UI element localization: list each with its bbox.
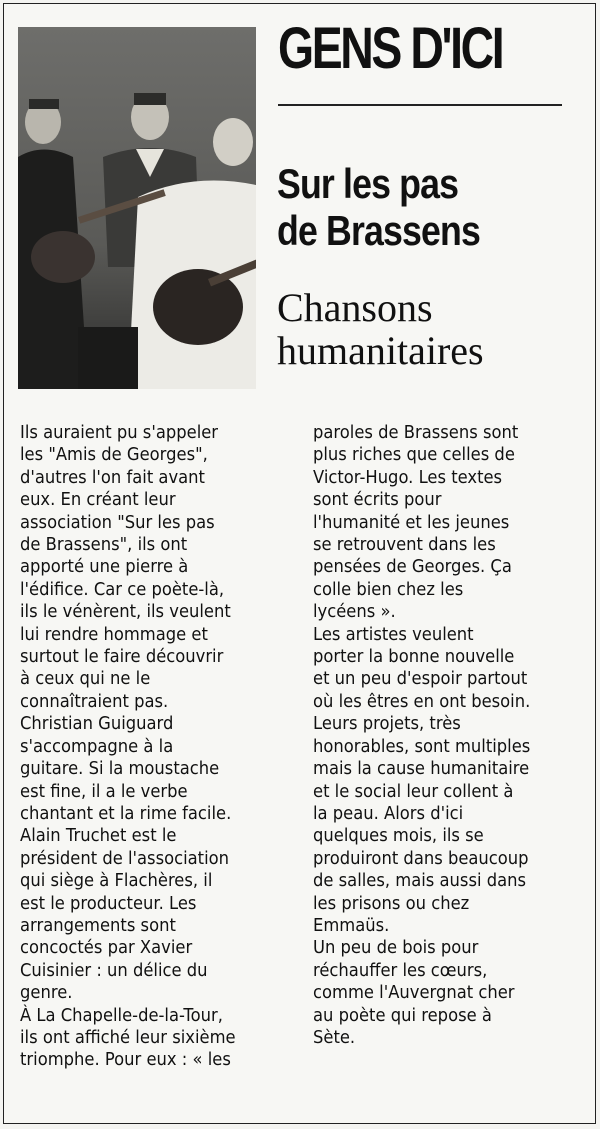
subhead-line-1: Chansons (277, 285, 433, 330)
body-line: Christian Guiguard (20, 714, 174, 735)
body-line: porter la bonne nouvelle (313, 647, 515, 668)
body-line: de salles, mais aussi dans (313, 871, 527, 892)
body-line: eux. En créant leur (20, 490, 176, 511)
section-rubric (278, 16, 518, 110)
body-line: À La Chapelle-de-la-Tour, (20, 1005, 223, 1026)
body-line: Cuisinier : un délice du (20, 960, 208, 981)
body-line: est fine, il a le verbe (20, 781, 188, 802)
section-word-2: D'ICI (410, 16, 503, 81)
body-line: de Brassens", ils ont (20, 535, 188, 556)
body-line: produiront dans beaucoup (313, 848, 529, 869)
body-line: Alain Truchet est le (20, 826, 177, 847)
body-line: genre. (20, 983, 73, 1004)
body-line: apporté une pierre à (20, 557, 189, 578)
body-line: mais la cause humanitaire (313, 759, 530, 780)
body-line: Un peu de bois pour (313, 938, 479, 959)
rubric-divider (278, 104, 562, 106)
body-line: paroles de Brassens sont (313, 423, 519, 443)
body-line: Emmaüs. (313, 915, 390, 936)
body-line: les "Amis de Georges", (20, 445, 208, 466)
subhead-line-2: humanitaires (277, 327, 484, 373)
body-column-right (313, 422, 530, 1049)
body-line: ils le vénèrent, ils veulent (20, 602, 231, 623)
body-line: est le producteur. Les (20, 893, 197, 914)
body-line: l'édifice. Car ce poète-là, (20, 579, 225, 600)
body-line: arrangements sont (20, 915, 176, 936)
body-line: où les êtres en ont besoin. (313, 691, 531, 712)
band-photo-image (18, 27, 256, 389)
body-line: Ils auraient pu s'appeler (20, 423, 219, 443)
body-line: à ceux qui ne le (20, 669, 151, 690)
body-line: Leurs projets, très (313, 714, 461, 735)
body-line: concoctés par Xavier (20, 938, 193, 959)
body-line: colle bien chez les (313, 579, 464, 600)
body-line: comme l'Auvergnat cher (313, 983, 515, 1004)
body-line: association "Sur les pas (20, 512, 215, 533)
body-line: et un peu d'espoir partout (313, 669, 528, 690)
article-headline (277, 160, 480, 254)
body-line: surtout le faire découvrir (20, 647, 224, 668)
body-line: président de l'association (20, 848, 230, 869)
body-line: chantant et la rime facile. (20, 803, 232, 824)
body-column-left (20, 422, 236, 1072)
body-line: Les artistes veulent (313, 624, 474, 645)
band-photo (18, 27, 256, 389)
headline-line-2: de Brassens (277, 207, 480, 255)
body-line: et le social leur collent à (313, 781, 514, 802)
body-line: d'autres l'on fait avant (20, 467, 205, 488)
body-line: l'humanité et les jeunes (313, 512, 510, 533)
body-line: réchauffer les cœurs, (313, 960, 488, 981)
body-line: quelques mois, ils se (313, 826, 484, 847)
section-word-1: GENS (278, 16, 400, 81)
body-line: lycéens ». (313, 602, 396, 623)
body-line: connaîtraient pas. (20, 691, 169, 712)
body-line: sont écrits pour (313, 490, 442, 511)
body-line: la peau. Alors d'ici (313, 803, 464, 824)
headline-line-1: Sur les pas (277, 160, 459, 207)
body-line: ils ont affiché leur sixième (20, 1027, 236, 1048)
article-subhead (277, 287, 484, 373)
body-line: Sète. (313, 1027, 356, 1048)
body-line: les prisons ou chez (313, 893, 470, 914)
body-line: au poète qui repose à (313, 1005, 492, 1026)
body-line: Victor-Hugo. Les textes (313, 467, 503, 488)
body-line: guitare. Si la moustache (20, 759, 220, 780)
body-line: se retrouvent dans les (313, 535, 496, 556)
body-line: triomphe. Pour eux : « les (20, 1050, 231, 1071)
body-line: honorables, sont multiples (313, 736, 531, 757)
body-line: qui siège à Flachères, il (20, 871, 213, 892)
body-line: s'accompagne à la (20, 736, 174, 757)
body-line: pensées de Georges. Ça (313, 557, 512, 578)
body-line: plus riches que celles de (313, 445, 515, 466)
body-line: lui rendre hommage et (20, 624, 208, 645)
